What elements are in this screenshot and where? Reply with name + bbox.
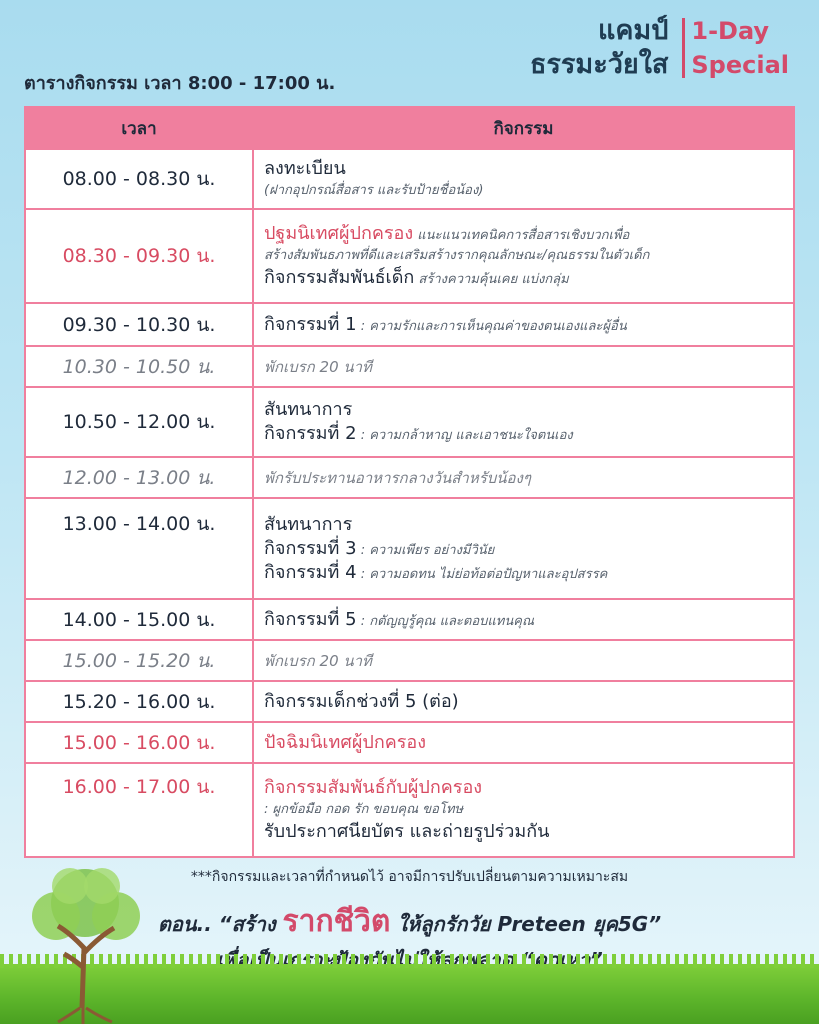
activity-title: กิจกรรมสัมพันธ์กับผู้ปกครอง [264,777,483,798]
row-time: 15.00 - 16.00 น. [25,722,253,763]
footnote: ***กิจกรรมและเวลาที่กำหนดไว้ อาจมีการปรับเปลี่ยนตามความเหมาะสม [190,869,629,885]
row-time: 08.00 - 08.30 น. [25,149,253,209]
brand-name [530,14,676,82]
break-label: พักเบรก 20 นาที [264,651,372,670]
slogan-pre: ตอน.. “สร้าง [157,912,283,936]
row-activity [253,457,794,498]
row-activity [253,387,794,457]
activity-title: ลงทะเบียน [264,158,346,179]
activity-title: ปฐมนิเทศผู้ปกครอง [264,223,414,244]
activity-title: กิจกรรมที่ 4 [264,561,357,583]
row-time: 10.50 - 12.00 น. [25,387,253,457]
tree-canopy [32,868,140,940]
row-activity [253,149,794,209]
activity-title: กิจกรรมสัมพันธ์เด็ก [264,267,415,288]
table-row [25,599,794,640]
table-row [25,149,794,209]
activity-note: : ผูกข้อมือ กอด รัก ขอบคุณ ขอโทษ [264,802,464,817]
brand-logo [530,14,789,82]
activity-note: (ฝากอุปกรณ์สื่อสาร และรับป้ายชื่อน้อง) [264,183,484,198]
activity-title: สันทนาการ [264,513,353,535]
brand-line-1: แคมป์ [597,15,669,46]
row-time: 16.00 - 17.00 น. [25,763,253,857]
row-time: 09.30 - 10.30 น. [25,303,253,346]
table-row [25,209,794,303]
table-row [25,387,794,457]
table-row [25,640,794,681]
row-activity [253,763,794,857]
header-activity: กิจกรรม [253,107,794,149]
row-time: 13.00 - 14.00 น. [25,498,253,599]
row-activity [253,640,794,681]
table-row [25,722,794,763]
row-activity [253,599,794,640]
row-activity [253,346,794,387]
brand-tag-1: 1-Day [691,17,770,45]
brand-line-2: ธรรมะวัยใส [529,49,669,80]
table-row [25,346,794,387]
activity-title: สันทนาการ [264,399,353,420]
row-time: 08.30 - 09.30 น. [25,209,253,303]
row-time: 14.00 - 15.00 น. [25,599,253,640]
activity-title: ปัจฉิมนิเทศผู้ปกครอง [264,731,427,753]
activity-note: : ความเพียร อย่างมีวินัย [356,542,495,558]
activity-note: แนะแนวเทคนิคการสื่อสารเชิงบวกเพื่อ [413,228,630,243]
row-time: 10.30 - 10.50 น. [25,346,253,387]
row-activity [253,498,794,599]
activity-note: : ความกล้าหาญ และเอาชนะใจตนเอง [356,428,573,443]
activity-title: กิจกรรมที่ 3 [264,537,357,559]
activity-title: กิจกรรมเด็กช่วงที่ 5 (ต่อ) [264,690,459,712]
schedule-title: ตารางกิจกรรม เวลา 8:00 - 17:00 น. [24,73,336,94]
activity-note: : ความอดทน ไม่ย่อท้อต่อปัญหาและอุปสรรค [356,566,608,582]
row-activity [253,722,794,763]
table-header-row [25,107,794,149]
tree-roots [58,1008,112,1024]
row-activity [253,303,794,346]
brand-divider [682,18,685,78]
tree-trunk [58,926,114,1008]
activity-title: กิจกรรมที่ 1 [264,313,357,335]
row-time: 15.00 - 15.20 น. [25,640,253,681]
table-row [25,303,794,346]
break-label: พักเบรก 20 นาที [264,357,372,376]
slogan-post: ให้ลูกรักวัย Preteen ยุค5G” [390,912,662,936]
slogan-highlight: รากชีวิต [282,904,391,939]
break-label: พักรับประทานอาหารกลางวันสำหรับน้องๆ [264,468,531,487]
row-activity [253,681,794,722]
brand-tag-2: Special [691,51,789,79]
activity-title: กิจกรรมที่ 2 [264,423,357,444]
table-row [25,498,794,599]
activity-note: : ความรักและการเห็นคุณค่าของตนเองและผู้อื่น [356,318,627,334]
header-time: เวลา [25,107,253,149]
row-time: 12.00 - 13.00 น. [25,457,253,498]
activity-title: กิจกรรมที่ 5 [264,608,357,630]
row-activity [253,209,794,303]
brand-tag [691,14,789,82]
tree-illustration [20,858,150,1024]
row-time: 15.20 - 16.00 น. [25,681,253,722]
table-row [25,457,794,498]
schedule-table [24,106,795,858]
table-row [25,681,794,722]
activity-note: : กตัญญูรู้คุณ และตอบแทนคุณ [356,613,534,629]
activity-note: สร้างสัมพันธภาพที่ดีและเสริมสร้างรากคุณลักษณะ/คุณธรรมในตัวเด็ก [264,248,650,263]
activity-note: สร้างความคุ้นเคย แบ่งกลุ่ม [414,272,569,287]
activity-title: รับประกาศนียบัตร และถ่ายรูปร่วมกัน [264,821,550,842]
table-row [25,763,794,857]
